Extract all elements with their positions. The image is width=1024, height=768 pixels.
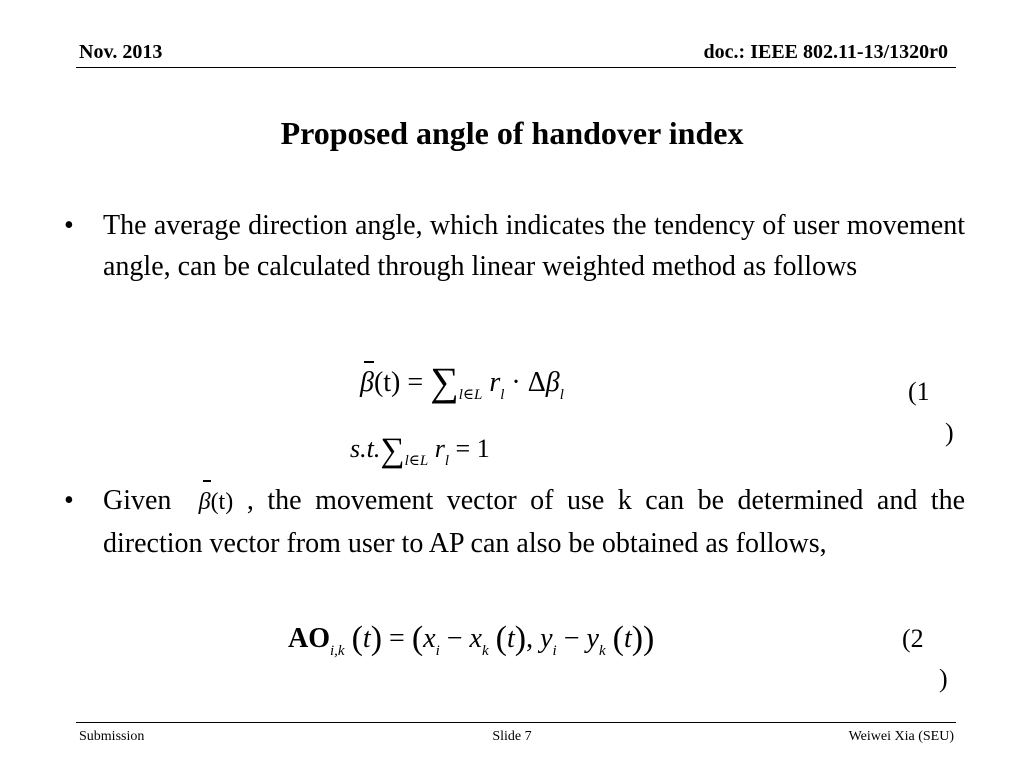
header-date: Nov. 2013 bbox=[79, 41, 163, 63]
equation-2: $AO_{i,k}$ $(t) = (x_i - x_k$ (t), $y_i - y_k$ (t)) bbox=[288, 620, 655, 659]
eq2-x-i: x bbox=[423, 623, 436, 654]
bullet-marker-2: • bbox=[64, 485, 74, 516]
footer-rule bbox=[76, 722, 956, 723]
equation-1-number-close: ) bbox=[945, 418, 954, 447]
eq1-beta: β bbox=[545, 367, 560, 398]
footer-slide-number: Slide 7 bbox=[492, 729, 532, 744]
eq1-lhs-arg: (t) bbox=[373, 367, 401, 398]
constraint-equation bbox=[350, 428, 490, 472]
constraint-r-subscript: l bbox=[444, 453, 450, 469]
slide-title: Proposed angle of handover index bbox=[280, 115, 744, 151]
eq2-ao-subscript: i,k bbox=[330, 643, 345, 659]
eq2-minus-1: − bbox=[446, 623, 463, 654]
bullet-marker-1: • bbox=[64, 210, 74, 241]
beta-bar-symbol: β bbox=[360, 363, 374, 403]
header-doc-id: doc.: IEEE 802.11-13/1320r0 bbox=[703, 41, 948, 63]
inline-beta-bar bbox=[185, 482, 247, 523]
header-rule bbox=[76, 67, 956, 68]
bullet-text-2 bbox=[103, 480, 965, 564]
eq2-x-k-subscript: k bbox=[481, 643, 489, 659]
eq2-minus-2: − bbox=[563, 623, 580, 654]
bullet-text-1: The average direction angle, which indicates the tendency of user movement angle, can be calculated through linear weighted method as follows bbox=[103, 210, 965, 282]
equation-2-number-close: ) bbox=[939, 664, 948, 693]
eq1-r: r bbox=[489, 367, 501, 398]
eq1-delta: Δ bbox=[527, 367, 546, 398]
eq1-beta-subscript: l bbox=[559, 387, 564, 403]
constraint-sum-symbol: ∑ bbox=[380, 432, 405, 469]
eq2-y-i-subscript: i bbox=[552, 643, 557, 659]
equation-2-number-open: (2 bbox=[902, 624, 924, 653]
constraint-equals: = bbox=[455, 434, 471, 463]
equation-1 bbox=[360, 358, 564, 407]
inline-beta-arg: (t) bbox=[210, 489, 234, 515]
eq2-t-arg-2: t bbox=[506, 623, 515, 654]
equation-1-number-open: (1 bbox=[908, 377, 930, 406]
eq1-sum-symbol: ∑ bbox=[430, 359, 459, 404]
eq2-equals: = bbox=[389, 623, 405, 654]
eq1-sum-subscript: l∈L bbox=[458, 387, 483, 403]
bullet-2-text-before: Given bbox=[103, 485, 172, 516]
eq2-y-i: y bbox=[540, 623, 553, 654]
eq1-equals: = bbox=[407, 367, 424, 398]
eq2-y-k-subscript: k bbox=[598, 643, 606, 659]
eq2-ao: AO bbox=[288, 623, 330, 654]
eq2-comma: , bbox=[526, 623, 534, 654]
footer-submission: Submission bbox=[79, 729, 145, 744]
eq1-dot: · bbox=[511, 367, 521, 398]
constraint-r: r bbox=[434, 434, 445, 463]
eq2-t-arg-3: t bbox=[623, 623, 632, 654]
eq1-r-subscript: l bbox=[500, 387, 505, 403]
footer-author: Weiwei Xia (SEU) bbox=[848, 729, 954, 744]
constraint-sum-subscript: l∈L bbox=[404, 453, 429, 469]
inline-beta-symbol: β bbox=[199, 482, 211, 523]
eq2-y-k: y bbox=[586, 623, 599, 654]
constraint-prefix: s.t. bbox=[350, 434, 381, 463]
eq2-x-k: x bbox=[469, 623, 482, 654]
constraint-rhs: 1 bbox=[476, 434, 490, 463]
eq2-x-i-subscript: i bbox=[435, 643, 440, 659]
eq2-t-arg: t bbox=[362, 623, 371, 654]
bullet-2-text-after: , the movement vector of use k can be determined and the direction vector from user to AP can also be obtained as follows, bbox=[103, 485, 966, 559]
